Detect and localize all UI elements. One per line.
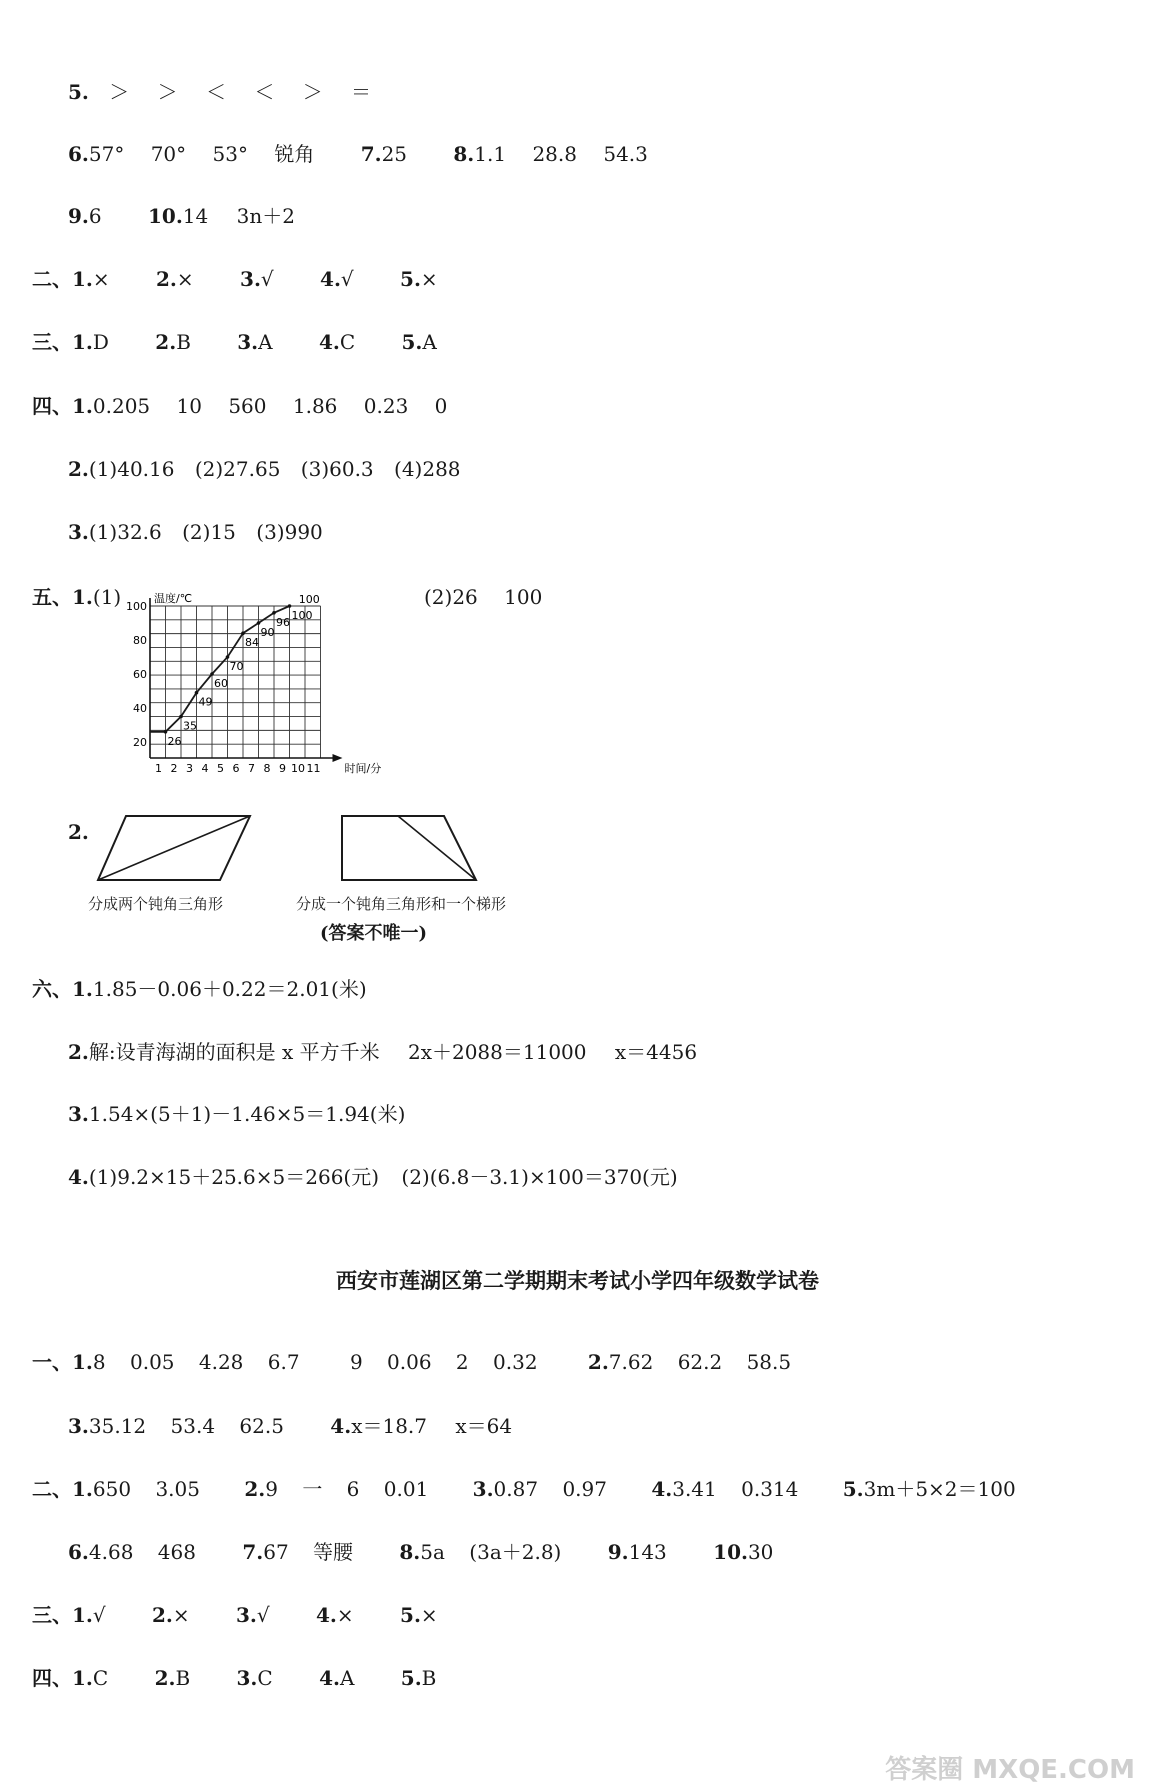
trapezoid-figure [338,812,482,884]
x-tick-label: 1 [155,762,162,775]
answer: 0.205 [92,394,151,418]
answer: (2)27.65 [194,457,281,481]
data-label: 49 [198,695,213,709]
q-number: 9. [68,204,89,228]
answer: A [339,1666,355,1690]
x-tick-label: 9 [279,762,286,775]
answer: 4.28 [198,1350,244,1374]
answer: x＝4456 [614,1040,698,1064]
answer: A [258,330,273,354]
q-number: 3. [236,1603,257,1627]
answer: 0.87 [493,1477,539,1501]
data-point [288,604,292,608]
part2-section-3 [32,1601,438,1629]
x-tick-label: 3 [186,762,193,775]
section-6-line-3 [68,1100,405,1128]
q-number: 4. [68,1165,89,1189]
section-5-part-2 [424,583,542,611]
q-number: 1. [72,267,93,291]
q-number: 2. [587,1350,609,1374]
answer: √ [92,1603,106,1627]
answer: 70° [150,142,187,166]
answer: D [92,330,109,354]
y-tick-label: 100 [126,600,147,613]
answer: 0 [434,394,448,418]
section-label: 三、 [32,1603,72,1627]
x-tick-label: 11 [306,762,321,775]
q-number: 2. [155,330,177,354]
answer: ＝ [351,80,372,104]
q-number: 5. [400,1666,422,1690]
answer: × [176,267,194,291]
q-number: 5. [401,330,423,354]
q-number: 4. [651,1477,673,1501]
note: (答案不唯一) [320,923,428,944]
q-number: 8. [399,1540,421,1564]
q-number: 4. [318,330,340,354]
answer: x＝18.7 [351,1414,427,1438]
answer: ＜ [205,80,226,104]
answer: 1.85－0.06＋0.22＝2.01(米) [92,977,367,1001]
part2-section-2-line-1 [32,1475,1016,1503]
q-number: 8. [453,142,475,166]
answer: 53° [212,142,248,166]
answer: 14 [182,204,209,228]
x-tick-label: 7 [248,762,255,775]
answer: C [92,1666,109,1690]
answer: 53.4 [170,1414,216,1438]
q-number: 10. [147,204,183,228]
parallelogram-figure [96,812,256,884]
x-axis-label: 时间/分 [344,762,382,775]
q-number: 3. [68,520,89,544]
answer: × [336,1603,354,1627]
answer: ＞ [157,80,178,104]
answer: (1)9.2×15＋25.6×5＝266(元) [88,1165,380,1189]
q-number: 3. [472,1477,494,1501]
q-number: 2. [156,267,177,291]
x-tick-label: 10 [291,762,305,775]
data-label: 100 [298,593,320,606]
answer: ＞ [302,80,323,104]
answer: 9 [349,1350,363,1374]
q-number: 4. [330,1414,352,1438]
x-tick-label: 4 [201,762,209,775]
answer-line-6 [68,140,648,168]
answer: × [420,1603,438,1627]
answer-line-5 [68,78,371,106]
answer: 1.1 [474,142,507,166]
answer: 9 [265,1477,278,1501]
q-number: 2. [244,1477,266,1501]
answer: (3)60.3 [300,457,374,481]
answer: A [422,330,437,354]
q-number: 3. [68,1414,89,1438]
y-tick-label: 20 [133,736,147,749]
caption-right: 分成一个钝角三角形和一个梯形 [296,895,507,913]
data-point [195,691,199,695]
series-line [150,606,290,732]
answer: 解:设青海湖的面积是 x 平方千米 [88,1040,380,1064]
data-label: 26 [167,734,182,748]
data-label: 35 [183,719,197,733]
part2-section-2-line-2 [68,1538,773,1566]
y-tick-label: 60 [133,668,147,681]
part2-section-4 [32,1664,436,1692]
q-number: 1. [72,1603,93,1627]
answer: √ [256,1603,270,1627]
x-tick-label: 6 [232,762,240,775]
data-point [164,730,168,734]
section-6-line-2 [68,1038,697,1066]
section-2 [32,265,438,293]
watermark: 答案圈 MXQE.COM [885,1755,1135,1785]
answer: (2)26 [424,585,478,609]
section-label: 四、 [32,394,72,418]
answer: × [420,267,438,291]
answer: 62.5 [239,1414,284,1438]
section-label: 二、 [32,267,72,291]
answer: 57° [88,142,125,166]
q-number: 4. [316,1603,337,1627]
answer: 8 [92,1350,106,1374]
answer: ＜ [254,80,275,104]
answer: 0.05 [129,1350,175,1374]
data-point [179,715,183,719]
answer: 3m＋5×2＝100 [863,1477,1016,1501]
section-4-line-1 [32,392,447,420]
answer: B [176,330,191,354]
data-point [226,655,230,659]
section-4-line-2 [68,455,461,483]
answer: √ [260,267,274,291]
q-number: 2. [152,1603,173,1627]
answer: 6.7 [267,1350,300,1374]
answer: (4)288 [394,457,461,481]
section-3 [32,328,437,356]
q-number: 1. [72,330,93,354]
answer: 6 [346,1477,360,1501]
answer: 650 [92,1477,132,1501]
answer: 0.01 [383,1477,429,1501]
answer: 58.5 [746,1350,792,1374]
answer: 3.05 [155,1477,200,1501]
data-point [272,611,276,615]
y-axis-label: 温度/℃ [154,592,193,605]
answer: 锐角 [274,142,315,166]
answer: 62.2 [677,1350,723,1374]
q-number: 2. [68,820,89,844]
answer: C [339,330,356,354]
data-label: 70 [229,660,244,673]
q-number: 6. [68,142,89,166]
q-number: 10. [713,1540,748,1564]
q-number: 3. [236,1666,258,1690]
section-label: 六、 [32,977,72,1001]
section-label: 二、 [32,1477,72,1501]
answer: 560 [228,394,267,418]
q-number: 9. [607,1540,629,1564]
answer: (2)15 [182,520,236,544]
answer: 2 [455,1350,469,1374]
answer: 1.86 [292,394,338,418]
caption-left: 分成两个钝角三角形 [88,895,224,913]
answer: 35.12 [88,1414,147,1438]
x-tick-label: 8 [263,762,271,775]
q-number: 5. [400,1603,421,1627]
y-tick-label: 80 [133,634,147,647]
q-number: 1. [72,1477,93,1501]
answer: × [92,267,110,291]
part2-section-1-line-1 [32,1348,791,1376]
answer: 3.41 [672,1477,717,1501]
section-5-line-2 [68,818,89,846]
q-number: 3. [237,330,259,354]
chart-points [164,593,320,748]
data-label: 100 [291,609,313,622]
answer: 30 [747,1540,774,1564]
q-number: 3. [68,1102,89,1126]
q-number: 1. [72,394,93,418]
q-number: 4. [319,1666,340,1690]
section-5-line-1 [32,583,121,611]
answer: ＞ [109,80,130,104]
q-number: 7. [242,1540,264,1564]
answer: B [175,1666,191,1690]
data-point [210,672,214,676]
temperature-line-chart [120,580,410,780]
q-number: 2. [68,457,89,481]
x-axis-arrow [333,754,343,762]
answer: 100 [504,585,543,609]
answer-line-9 [68,202,295,230]
answer: × [172,1603,190,1627]
answer: 1.54×(5＋1)－1.46×5＝1.94(米) [88,1102,406,1126]
answer: 7.62 [608,1350,654,1374]
answer: B [421,1666,437,1690]
section-label: 一、 [32,1350,72,1374]
answer: 一 [302,1477,323,1501]
answer: 10 [176,394,202,418]
section-4-line-3 [68,518,323,546]
sub-label: (1) [92,585,122,609]
answer: (1)32.6 [88,520,162,544]
answer: 0.97 [562,1477,607,1501]
section-label: 三、 [32,330,72,354]
answer: 28.8 [532,142,577,166]
section-6-line-4 [68,1163,678,1191]
data-label: 84 [245,636,259,650]
q-number: 2. [68,1040,89,1064]
answer: 0.32 [493,1350,538,1374]
data-point [241,631,245,635]
q-number: 5. [68,80,89,104]
q-number: 6. [68,1540,89,1564]
answer: 3n＋2 [236,204,295,228]
answer: 4.68 [88,1540,134,1564]
answer: √ [340,267,354,291]
answer: 54.3 [603,142,648,166]
answer: 5a [420,1540,445,1564]
section-label: 四、 [32,1666,72,1690]
q-number: 3. [240,267,261,291]
q-number: 5. [842,1477,864,1501]
page-title: 西安市莲湖区第二学期期末考试小学四年级数学试卷 [336,1268,819,1293]
y-tick-label: 40 [133,702,147,715]
q-number: 1. [72,1666,93,1690]
x-tick-label: 5 [217,762,224,775]
dividing-line [398,816,476,880]
section-label: 五、 [32,585,72,609]
section-6-line-1 [32,975,367,1003]
q-number: 1. [72,977,93,1001]
answer: 6 [88,204,102,228]
answer: 0.314 [741,1477,799,1501]
x-tick-label: 2 [170,762,178,775]
q-number: 2. [154,1666,176,1690]
q-number: 1. [72,585,93,609]
q-number: 4. [320,267,341,291]
q-number: 7. [360,142,382,166]
answer: (3a＋2.8) [469,1540,562,1564]
data-label: 60 [214,677,228,690]
answer: 25 [381,142,408,166]
answer: 143 [628,1540,667,1564]
q-number: 1. [72,1350,93,1374]
answer: 0.23 [363,394,409,418]
answer: C [257,1666,273,1690]
answer: (1)40.16 [88,457,175,481]
answer: (3)990 [256,520,323,544]
answer: 67 [263,1540,289,1564]
part2-section-1-line-2 [68,1412,512,1440]
answer: (2)(6.8－3.1)×100＝370(元) [401,1165,678,1189]
data-point [257,621,261,625]
answer: 等腰 [313,1540,354,1564]
answer: 468 [157,1540,196,1564]
answer: 0.06 [387,1350,432,1374]
answer: 2x＋2088＝11000 [407,1040,587,1064]
data-label: 90 [260,626,275,639]
q-number: 5. [400,267,421,291]
data-label: 96 [276,615,290,629]
answer: x＝64 [455,1414,513,1438]
